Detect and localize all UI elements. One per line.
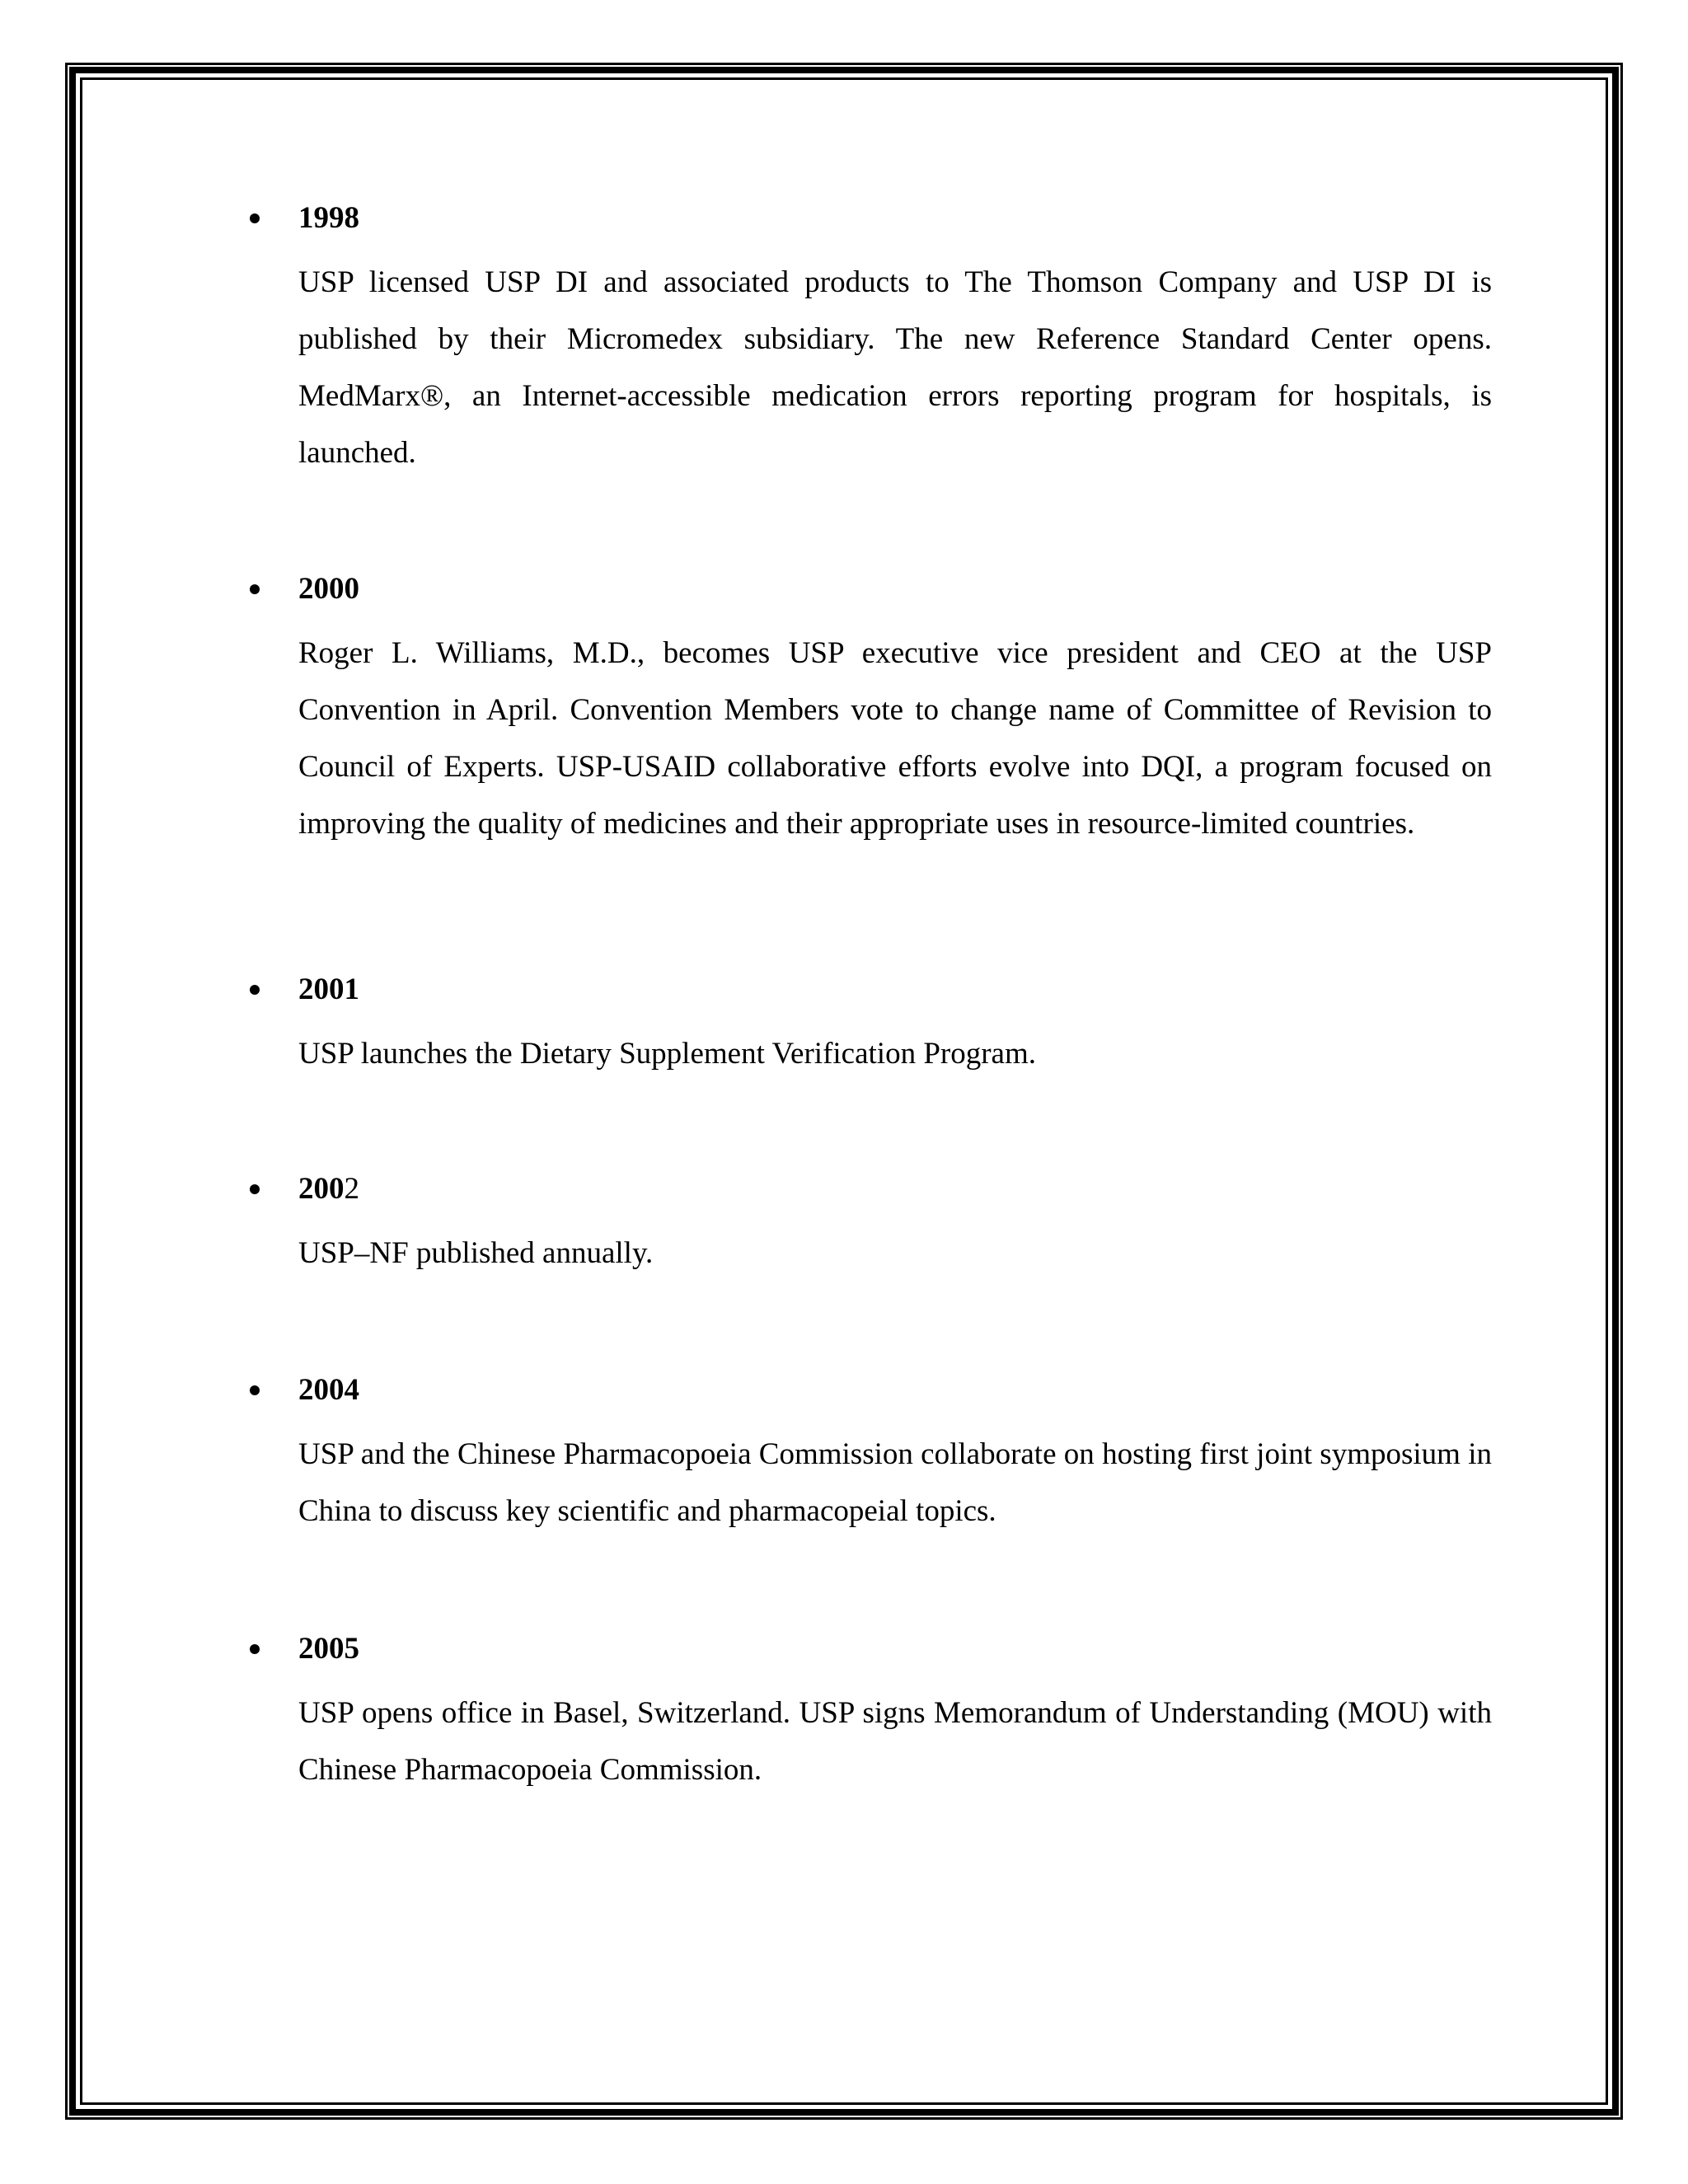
timeline-entry-2005 [247, 1629, 1492, 1798]
entry-description: USP licensed USP DI and associated products to The Thomson Company and USP DI is published by their Micromedex subsidiary. The new Reference Standard Center opens. MedMarx®, an Internet-accessible medication errors reporting program for hospitals, is launched. [298, 265, 1492, 470]
entry-year: 2000 [298, 572, 359, 606]
timeline-entry-2004 [247, 1370, 1492, 1540]
bullet-icon [247, 569, 264, 610]
timeline-entry-2000 [247, 569, 1492, 852]
timeline-entry-2001 [247, 969, 1492, 1082]
entry-year: 2004 [298, 1373, 359, 1407]
entry-description: USP launches the Dietary Supplement Verification Program. [298, 1037, 1037, 1071]
timeline-entry-2002 [247, 1169, 1492, 1282]
entry-year: 2001 [298, 972, 359, 1006]
entry-description: USP and the Chinese Pharmacopoeia Commission collaborate on hosting first joint symposium in China to discuss key scientific and pharmacopeial topics. [298, 1437, 1492, 1528]
entry-description: USP opens office in Basel, Switzerland. USP signs Memorandum of Understanding (MOU) with Chinese Pharmacopoeia Commission. [298, 1696, 1492, 1787]
entry-description: USP–NF published annually. [298, 1236, 654, 1270]
entry-year-normal: 2 [344, 1172, 359, 1206]
timeline-entry-1998 [247, 198, 1492, 481]
entry-year: 1998 [298, 201, 359, 235]
bullet-icon [247, 969, 264, 1010]
bullet-icon [247, 1629, 264, 1670]
bullet-icon [247, 1169, 264, 1210]
bullet-icon [247, 1370, 264, 1411]
entry-year [298, 1169, 1492, 1210]
bullet-icon [247, 198, 264, 239]
entry-year: 2005 [298, 1632, 359, 1666]
entry-description: Roger L. Williams, M.D., becomes USP executive vice president and CEO at the USP Convention in April. Convention Members vote to change name of Committee of Revision to Council of Experts. USP-USAID collaborative efforts evolve into DQI, a program focused on improving the quality of medicines and their appropriate uses in resource-limited countries. [298, 636, 1492, 841]
entry-year-bold: 200 [298, 1172, 345, 1206]
